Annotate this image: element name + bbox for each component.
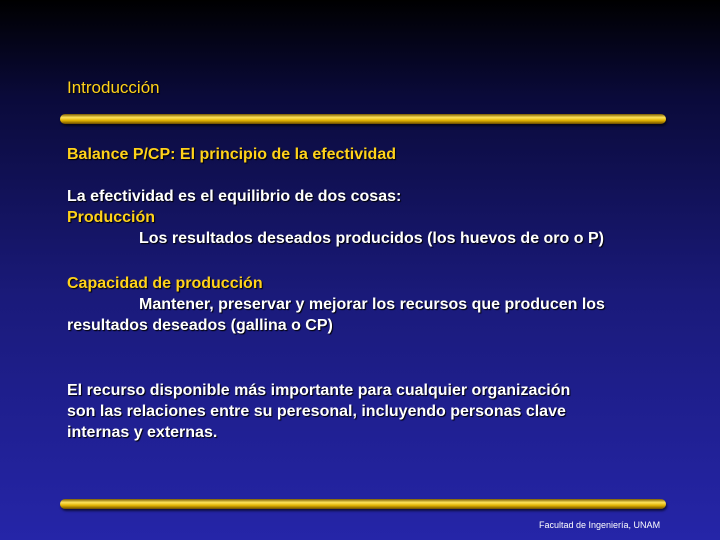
bottom-divider [60,499,666,509]
production-heading: Producción [67,209,156,226]
intro-text: La efectividad es el equilibrio de dos cosas: [67,188,402,205]
conclusion-line2: son las relaciones entre su peresonal, incluyendo personas clave [67,403,566,420]
conclusion-line1: El recurso disponible más importante para cualquier organización [67,382,571,399]
production-block [67,186,604,249]
capacity-heading: Capacidad de producción [67,275,263,292]
footer-credit: Facultad de Ingeniería, UNAM [539,520,661,530]
capacity-description-line2: resultados deseados (gallina o CP) [67,317,333,334]
slide-subtitle: Balance P/CP: El principio de la efectividad [67,146,396,163]
conclusion-block [67,380,570,443]
conclusion-line3: internas y externas. [67,424,218,441]
slide-title: Introducción [67,78,160,97]
capacity-description-line1: Mantener, preservar y mejorar los recursos que producen los [139,296,605,313]
top-divider [60,114,666,124]
capacity-block [67,273,605,336]
production-description: Los resultados deseados producidos (los huevos de oro o P) [139,230,604,247]
